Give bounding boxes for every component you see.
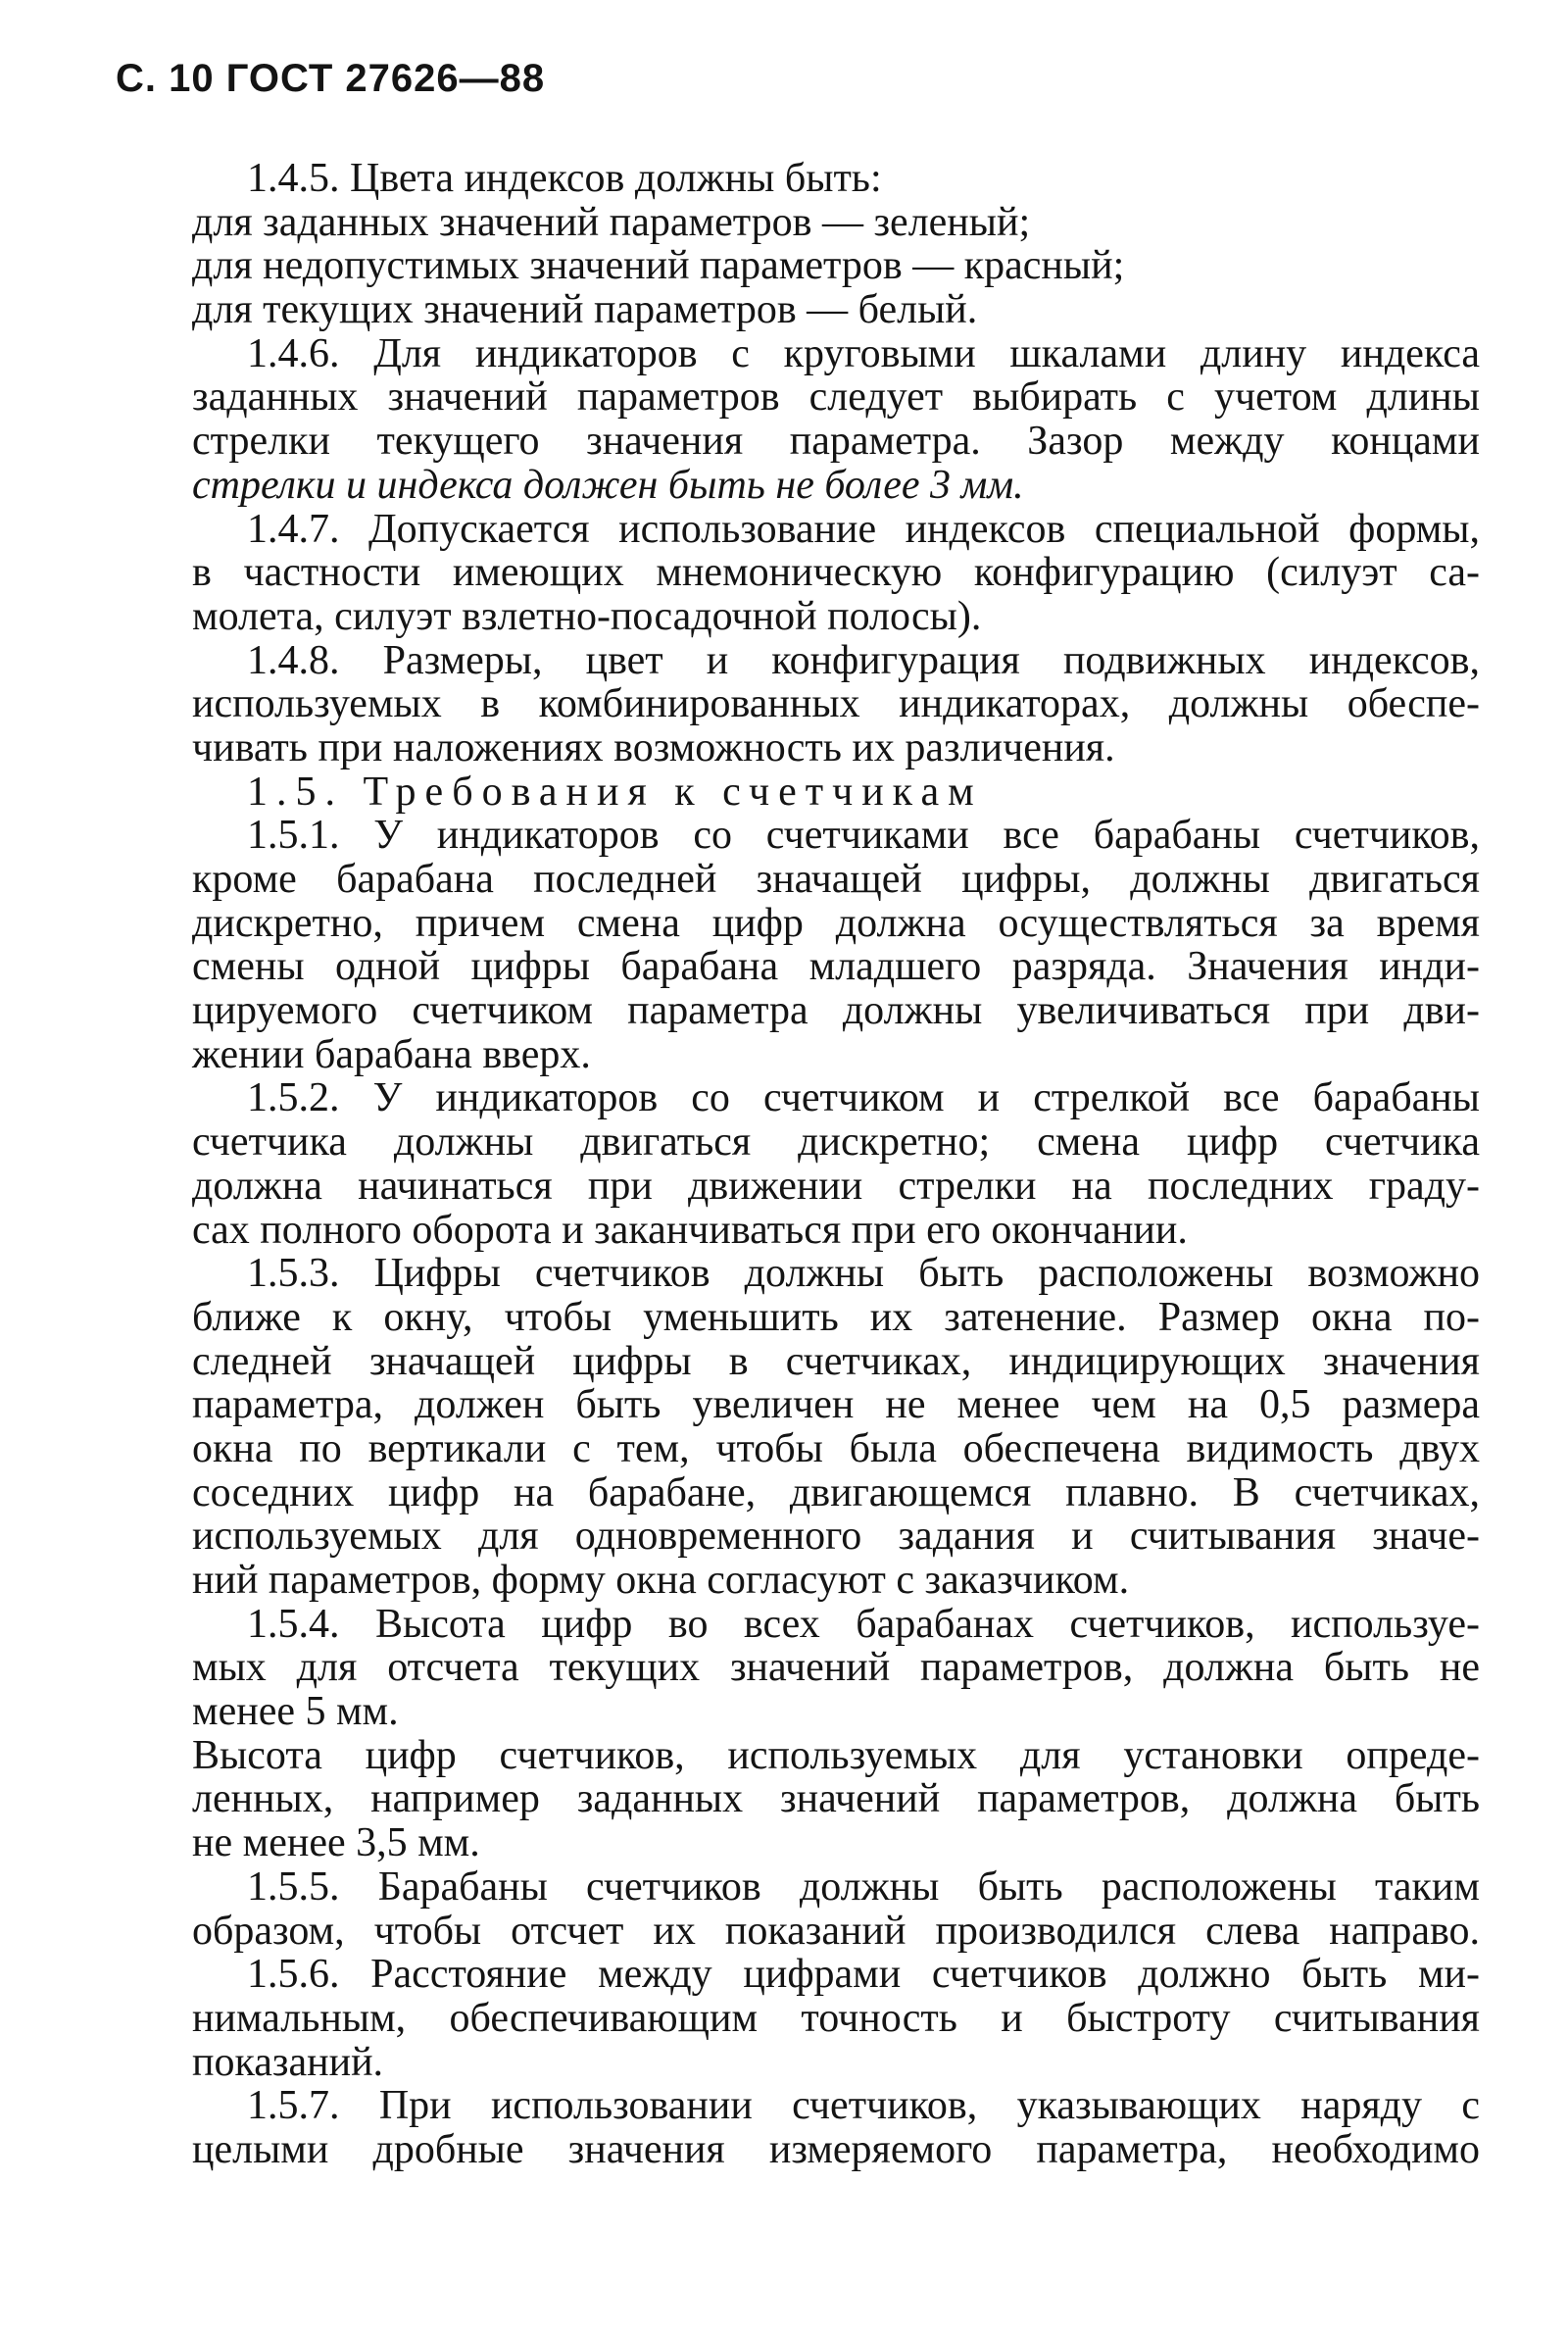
text-line: заданных значений параметров следует выбирать с учетом длины bbox=[192, 374, 1480, 421]
document-body bbox=[192, 157, 1480, 2172]
text-line: используемых в комбинированных индикаторах, должны обеспе- bbox=[192, 681, 1480, 727]
text-line: не менее 3,5 мм. bbox=[192, 1820, 480, 1866]
text-line: дискретно, причем смена цифр должна осуществляться за время bbox=[192, 900, 1480, 946]
text-line: 1.5.7. При использовании счетчиков, указывающих наряду с bbox=[247, 2083, 1480, 2129]
text-line: 1.5.4. Высота цифр во всех барабанах счетчиков, используе- bbox=[247, 1601, 1480, 1647]
text-line: смены одной цифры барабана младшего разряда. Значения инди- bbox=[192, 944, 1480, 990]
text-line: образом, чтобы отсчет их показаний производился слева направо. bbox=[192, 1908, 1480, 1954]
text-line: чивать при наложениях возможность их различения. bbox=[192, 724, 1115, 770]
page-header: С. 10 ГОСТ 27626—88 bbox=[116, 57, 546, 100]
text-line: для заданных значений параметров — зеленый; bbox=[192, 199, 1031, 245]
text-line: показаний. bbox=[192, 2039, 384, 2085]
text-line: 1.5.3. Цифры счетчиков должны быть расположены возможно bbox=[247, 1251, 1480, 1297]
text-line: 1.5.6. Расстояние между цифрами счетчиков должно быть ми- bbox=[247, 1952, 1480, 1998]
text-line: 1.4.7. Допускается использование индексов специальной формы, bbox=[247, 506, 1480, 552]
text-line: окна по вертикали с тем, чтобы была обеспечена видимость двух bbox=[192, 1425, 1480, 1471]
text-line: ближе к окну, чтобы уменьшить их затенение. Размер окна по- bbox=[192, 1294, 1480, 1340]
text-line: менее 5 мм. bbox=[192, 1689, 399, 1735]
text-line: должна начинаться при движении стрелки на последних граду- bbox=[192, 1163, 1480, 1209]
text-line: цируемого счетчиком параметра должны увеличиваться при дви- bbox=[192, 988, 1480, 1034]
text-line: молета, силуэт взлетно-посадочной полосы). bbox=[192, 593, 982, 639]
text-line: сах полного оборота и заканчиваться при его окончании. bbox=[192, 1207, 1188, 1253]
text-line: стрелки текущего значения параметра. Зазор между концами bbox=[192, 419, 1480, 465]
text-line: Высота цифр счетчиков, используемых для установки опреде- bbox=[192, 1732, 1480, 1778]
text-line: ний параметров, форму окна согласуют с заказчиком. bbox=[192, 1558, 1130, 1603]
text-line: счетчика должны двигаться дискретно; смена цифр счетчика bbox=[192, 1119, 1480, 1166]
text-line: для недопустимых значений параметров — красный; bbox=[192, 243, 1125, 289]
text-line: для текущих значений параметров — белый. bbox=[192, 287, 978, 333]
text-line: кроме барабана последней значащей цифры, должны двигаться bbox=[192, 857, 1480, 902]
text-line: 1.5.5. Барабаны счетчиков должны быть расположены таким bbox=[247, 1863, 1480, 1910]
text-line: стрелки и индекса должен быть не более 3 мм. bbox=[192, 462, 1024, 508]
text-line: параметра, должен быть увеличен не менее чем на 0,5 размера bbox=[192, 1382, 1480, 1428]
text-line: следней значащей цифры в счетчиках, индицирующих значения bbox=[192, 1338, 1480, 1384]
text-line: 1.4.6. Для индикаторов с круговыми шкалами длину индекса bbox=[247, 330, 1480, 376]
text-line: соседних цифр на барабане, двигающемся плавно. В счетчиках, bbox=[192, 1469, 1480, 1515]
text-line: нимальным, обеспечивающим точность и быстроту считывания bbox=[192, 1995, 1480, 2041]
text-line: 1.4.8. Размеры, цвет и конфигурация подвижных индексов, bbox=[247, 637, 1480, 683]
text-line: ленных, например заданных значений параметров, должна быть bbox=[192, 1776, 1480, 1822]
text-line: используемых для одновременного задания и считывания значе- bbox=[192, 1514, 1480, 1560]
text-line: 1.5.2. У индикаторов со счетчиком и стрелкой все барабаны bbox=[247, 1075, 1480, 1121]
text-line: 1.5. Требования к счетчикам bbox=[247, 769, 983, 815]
text-line: 1.5.1. У индикаторов со счетчиками все барабаны счетчиков, bbox=[247, 813, 1480, 859]
text-line: 1.4.5. Цвета индексов должны быть: bbox=[247, 156, 882, 201]
text-line: в частности имеющих мнемоническую конфигурацию (силуэт са- bbox=[192, 550, 1480, 596]
text-line: жении барабана вверх. bbox=[192, 1031, 591, 1077]
text-line: целыми дробные значения измеряемого параметра, необходимо bbox=[192, 2126, 1480, 2172]
text-line: мых для отсчета текущих значений параметров, должна быть не bbox=[192, 1645, 1480, 1691]
